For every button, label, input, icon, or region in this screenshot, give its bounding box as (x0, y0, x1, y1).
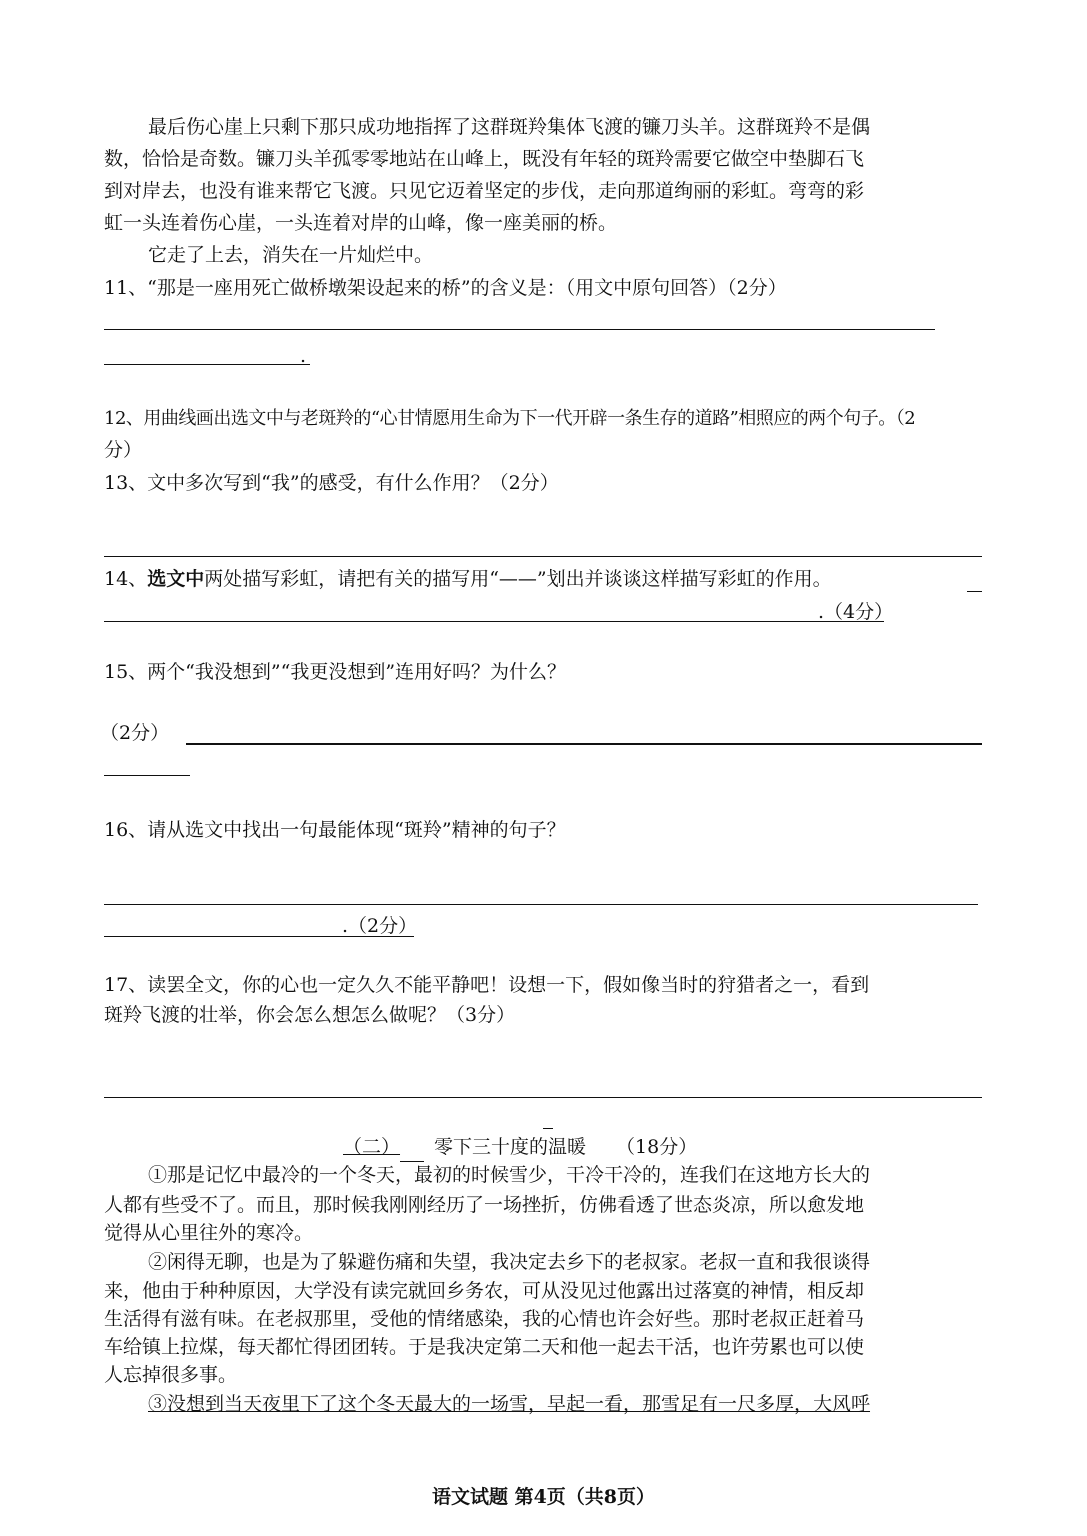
paragraph-line: 人都有些受不了。而且，那时候我刚刚经历了一场挫折，仿佛看透了世态炎凉，所以愈发地 (104, 1194, 865, 1216)
question-16-score: .（2分） (342, 915, 418, 937)
answer-line[interactable] (104, 1097, 982, 1098)
question-16: 16、请从选文中找出一句最能体现“斑羚”精神的句子？ (104, 819, 566, 841)
question-14-score: .（4分） (818, 601, 894, 623)
section-label: （二） (343, 1136, 401, 1158)
answer-line[interactable] (104, 904, 978, 905)
passage-line: 虹一头连着伤心崖，一头连着对岸的山峰，像一座美丽的桥。 (104, 212, 618, 234)
section-score: （18分） (616, 1136, 698, 1158)
answer-line[interactable] (104, 621, 884, 622)
question-15: 15、两个“我没想到”“我更没想到”连用好吗？为什么？ (104, 661, 567, 683)
question-11: 11、“那是一座用死亡做桥墩架设起来的桥”的含义是：（用文中原句回答）（2分） (104, 277, 787, 299)
question-13: 13、文中多次写到“我”的感受，有什么作用？（2分） (104, 472, 559, 494)
paragraph-line: 生活得有滋有味。在老叔那里，受他的情绪感染，我的心情也许会好些。那时老叔正赶着马 (104, 1308, 865, 1330)
section-heading (343, 1132, 697, 1162)
passage-line: 最后伤心崖上只剩下那只成功地指挥了这群斑羚集体飞渡的镰刀头羊。这群斑羚不是偶 (148, 116, 871, 138)
answer-line[interactable] (104, 364, 310, 365)
question-14 (104, 564, 832, 594)
passage-line: 它走了上去，消失在一片灿烂中。 (148, 244, 434, 266)
answer-line[interactable] (104, 775, 190, 776)
question-15-score: （2分） (100, 722, 170, 744)
question-14-text: 两处描写彩虹，请把有关的描写用“——”划出并谈谈这样描写彩虹的作用。 (204, 568, 832, 590)
question-14-number: 14、 (104, 568, 148, 590)
paragraph-line: 车给镇上拉煤，每天都忙得团团转。于是我决定第二天和他一起去干活，也许劳累也可以使 (104, 1336, 865, 1358)
answer-line[interactable] (186, 743, 982, 745)
question-12-cont: 分） (104, 439, 143, 461)
paragraph-line: ②闲得无聊，也是为了躲避伤痛和失望，我决定去乡下的老叔家。老叔一直和我很谈得 (148, 1251, 871, 1273)
answer-end-dot: . (300, 345, 307, 367)
mark (543, 1128, 553, 1129)
question-17: 17、读罢全文，你的心也一定久久不能平静吧！设想一下，假如像当时的狩猎者之一，看到 (104, 974, 870, 996)
answer-line[interactable] (967, 591, 982, 592)
answer-line[interactable] (104, 556, 982, 557)
paragraph-line: ①那是记忆中最冷的一个冬天，最初的时候雪少，干冷干冷的，连我们在这地方长大的 (148, 1164, 871, 1186)
passage-line: 到对岸去，也没有谁来帮它飞渡。只见它迈着坚定的步伐，走向那道绚丽的彩虹。弯弯的彩 (104, 180, 865, 202)
paragraph-line: 人忘掉很多事。 (104, 1364, 238, 1386)
paragraph-line-underlined: ③没想到当天夜里下了这个冬天最大的一场雪，早起一看，那雪足有一尺多厚，大风呼 (148, 1393, 871, 1415)
paragraph-line: 来，他由于种种原因，大学没有读完就回乡务农，可从没见过他露出过落寞的神情，相反却 (104, 1280, 865, 1302)
question-17-cont: 斑羚飞渡的壮举，你会怎么想怎么做呢？（3分） (104, 1004, 516, 1026)
question-14-bold: 选文中 (147, 568, 205, 590)
paragraph-line: 觉得从心里往外的寒冷。 (104, 1222, 314, 1244)
answer-line[interactable] (104, 329, 935, 330)
section-title: 零下三十度的温暖 (434, 1136, 587, 1158)
question-12: 12、用曲线画出选文中与老斑羚的“心甘情愿用生命为下一代开辟一条生存的道路”相照应的两个句子。（2 (104, 408, 916, 429)
page-footer: 语文试题 第4页（共8页） (431, 1486, 656, 1508)
passage-line: 数，恰恰是奇数。镰刀头羊孤零零地站在山峰上，既没有年轻的斑羚需要它做空中垫脚石飞 (104, 148, 865, 170)
